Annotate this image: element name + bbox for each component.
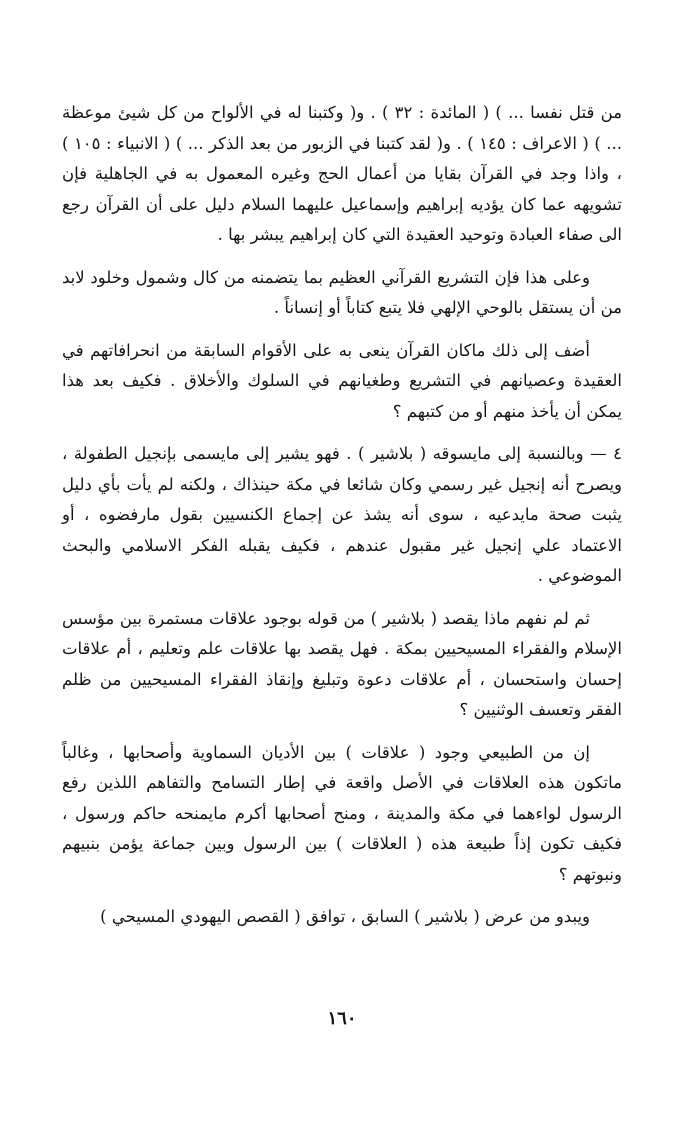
- paragraph-quran-citations: من قتل نفسا ... ) ( المائدة : ٣٢ ) . و( وكتبنا له في الألواح من كل شيئ موعظة ... ) ( الاعراف : ١٤٥ ) . و( لقد كتبنا في الزبور من بعد الذكر ... ) ( الانبياء : ١٠٥ ) ، واذا وجد في القرآن بقايا من أعمال الحج وغيره المعمول به في الجاهلية فإن تشويهه عما كان يؤديه إبراهيم وإسماعيل عليهما السلام دليل على أن القرآن رجع الى صفاء العبادة وتوحيد العقيدة التي كان إبراهيم يبشر بها .: [62, 103, 622, 244]
- page-number: ١٦٠: [327, 1008, 357, 1029]
- paragraph-religions-relations: إن من الطبيعي وجود ( علاقات ) بين الأديان السماوية وأصحابها ، وغالباً ماتكون هذه العلاقات في الأصل واقعة في إطار التسامح والتفاهم اللذين رفع الرسول لواءهما في مكة والمدينة ، ومنح أصحابها أكرم مايمنحه حاكم ورسول ، فكيف تكون إذاً طبيعة هذه ( العلاقات ) بين الرسول وبين جماعة يؤمن بنبيهم ونبوتهم ؟: [62, 742, 622, 884]
- paragraph-relations-question: ثم لم نفهم ماذا يقصد ( بلاشير ) من قوله بوجود علاقات مستمرة بين مؤسس الإسلام والفقراء المسيحيين بمكة . فهل يقصد بها علاقات علم وتعليم ، أم علاقات إحسان واستحسان ، أم علاقات دعوة وتبليغ وإنقاذ الفقراء المسيحيين من ظلم الفقر وتعسف الوثنيين ؟: [62, 608, 622, 719]
- paragraph-continuation: ويبدو من عرض ( بلاشير ) السابق ، توافق ( القصص اليهودي المسيحي ): [100, 907, 590, 926]
- body-text: [62, 98, 622, 945]
- paragraph-quranic-legislation: وعلى هذا فإن التشريع القرآني العظيم بما يتضمنه من كال وشمول وخلود لابد من أن يستقل بالوحي الإلهي فلا يتبع كتاباً أو إنساناً .: [62, 267, 622, 317]
- paragraph-point-4-blachere: ٤ — وبالنسبة إلى مايسوقه ( بلاشير ) . فهو يشير إلى مايسمى بإنجيل الطفولة ، ويصرح أنه إنجيل غير رسمي وكان شائعا في مكة حينذاك ، ولكنه لم يأت بأي دليل يثبت صحة مايدعيه ، سوى أنه يشذ عن إجماع الكنسيين بقول مارفضوه ، أو الاعتماد علي إنجيل غير مقبول عندهم ، فكيف يقبله الفكر الاسلامي والبحث الموضوعي .: [62, 444, 622, 585]
- paragraph-previous-nations: أضف إلى ذلك ماكان القرآن ينعى به على الأقوام السابقة من انحرافاتهم في العقيدة وعصيانهم في التشريع وطغيانهم في السلوك والأخلاق . فكيف بعد هذا يمكن أن يأخذ منهم أو من كتبهم ؟: [62, 340, 622, 421]
